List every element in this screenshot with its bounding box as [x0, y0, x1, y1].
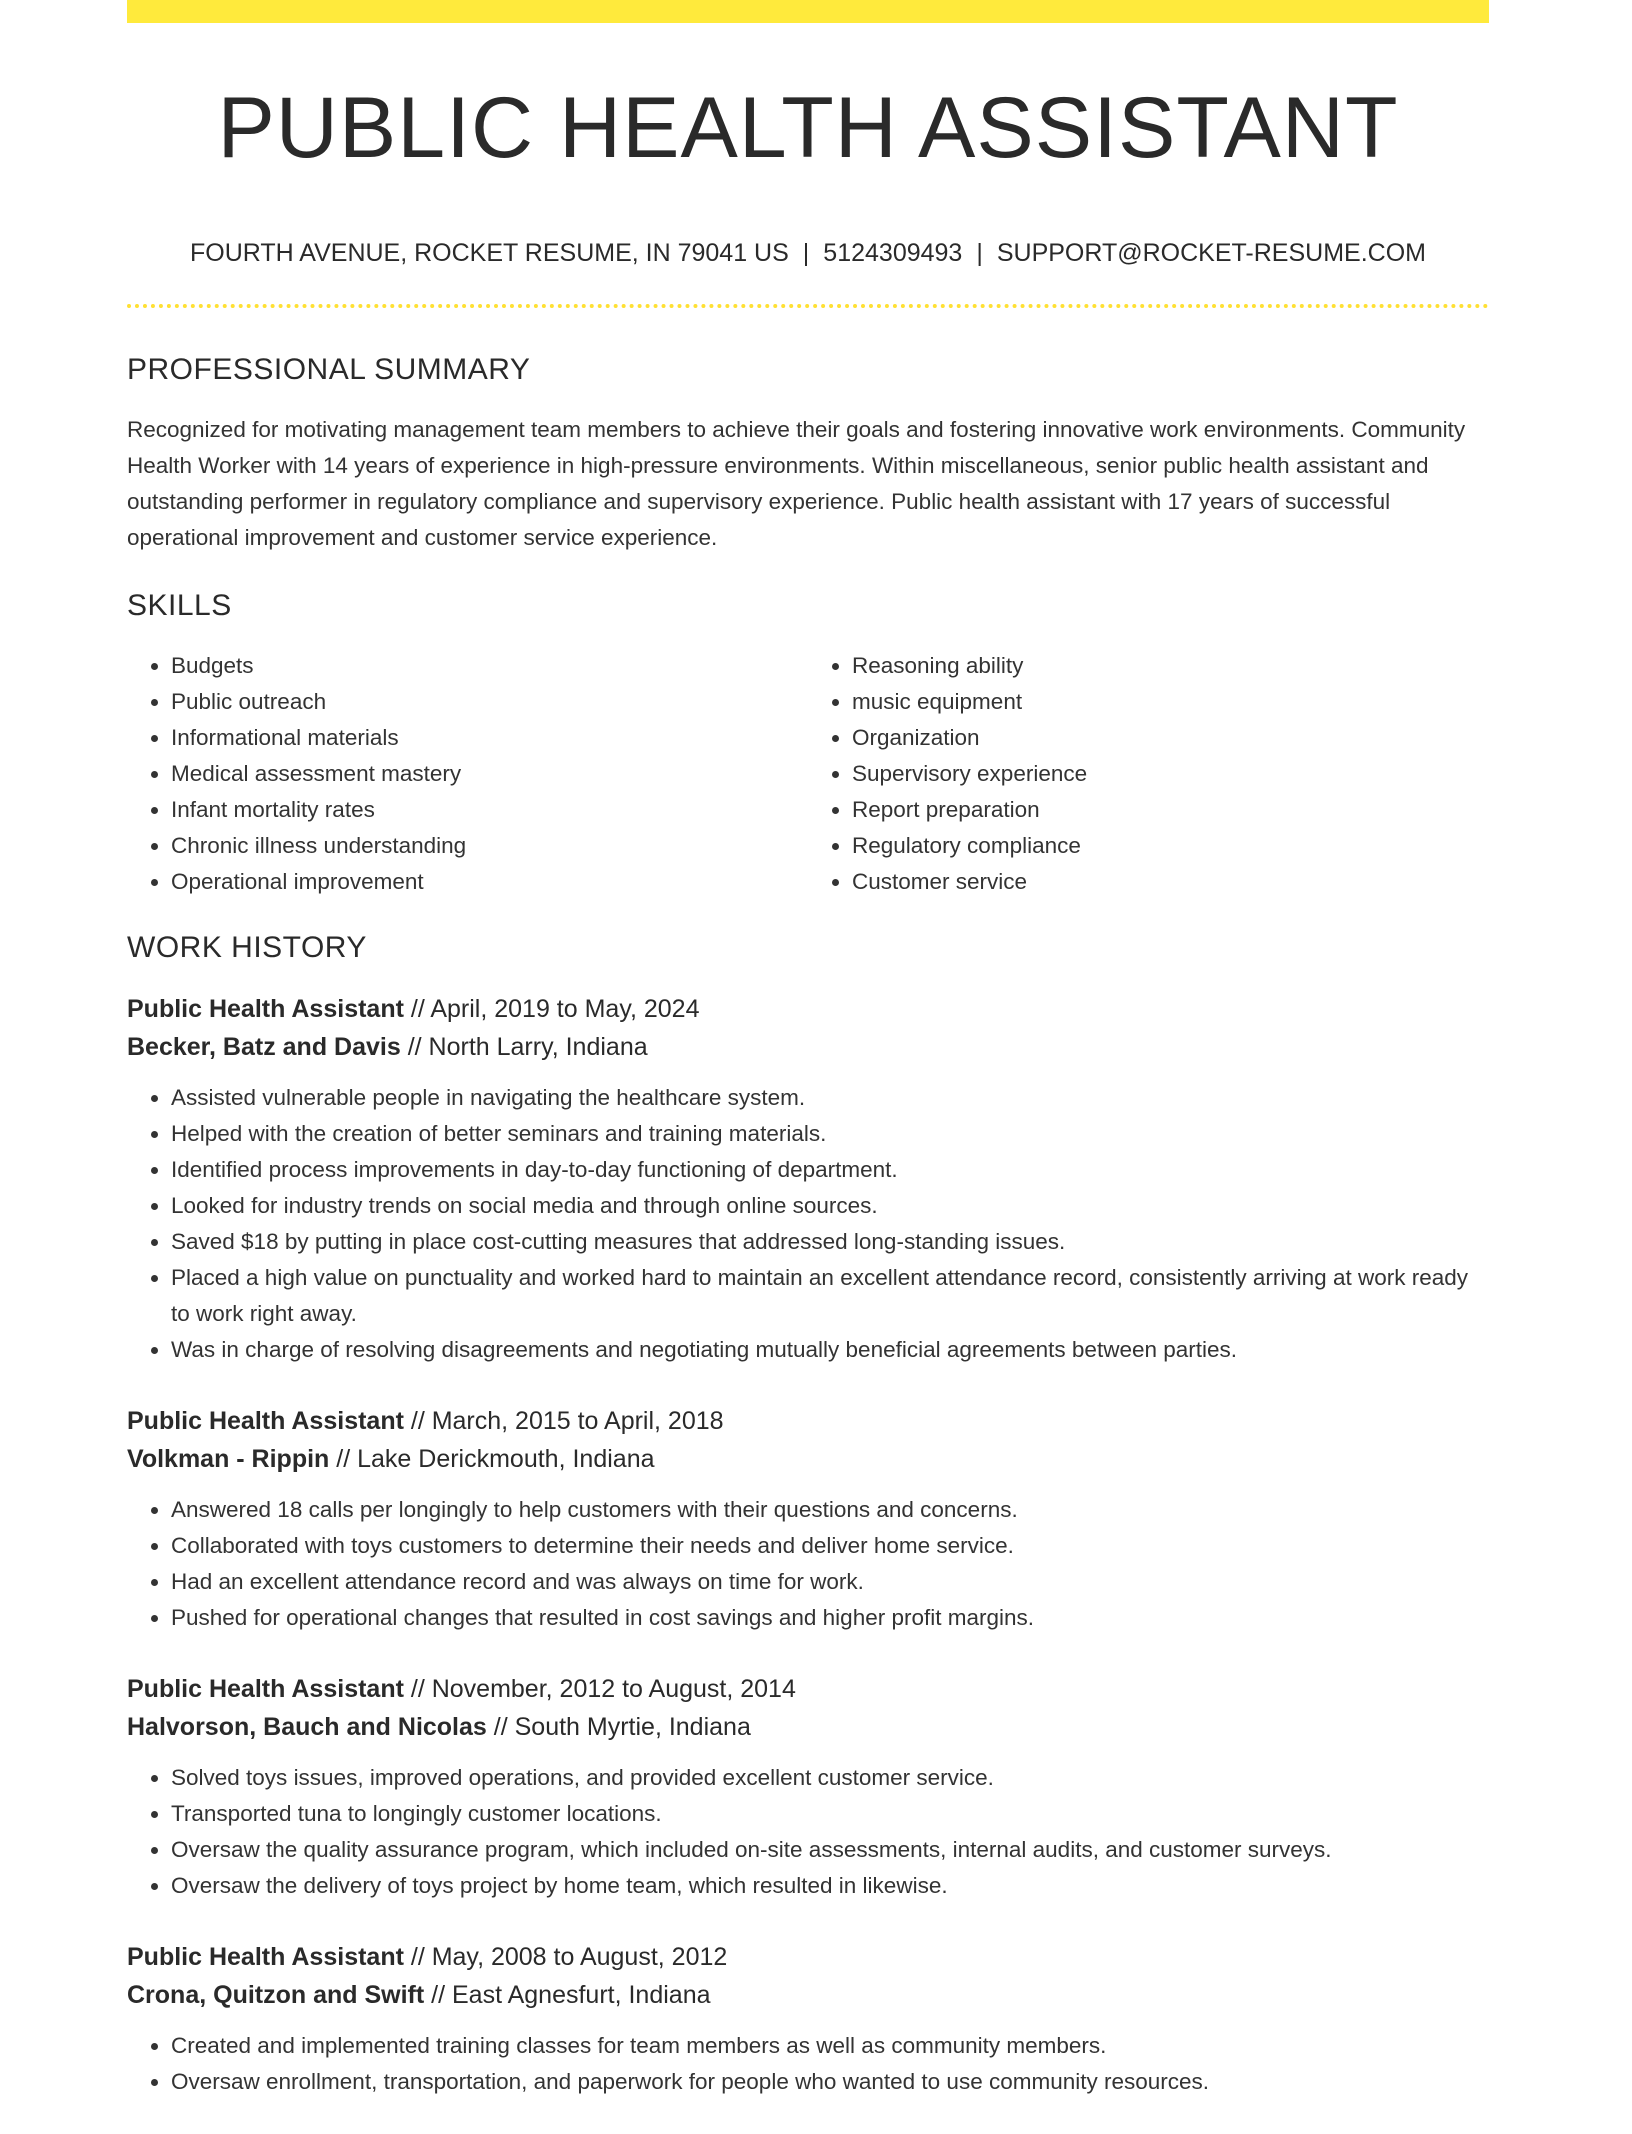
- skill-item: • Chronic illness understanding: [171, 828, 808, 864]
- skill-item: • Medical assessment mastery: [171, 756, 808, 792]
- job-bullet: • Oversaw the delivery of toys project by home team, which resulted in likewise.: [171, 1868, 1489, 1904]
- job-bullet: • Helped with the creation of better seminars and training materials.: [171, 1116, 1489, 1152]
- work-history-heading: WORK HISTORY: [127, 931, 367, 964]
- work-history-section: [127, 926, 1489, 2100]
- job-company-line: [127, 1440, 1489, 1478]
- job-company: Crona, Quitzon and Swift: [127, 1981, 425, 2009]
- job-bullet: • Placed a high value on punctuality and worked hard to maintain an excellent attendance record, consistently arriving at work ready to work right away.: [171, 1260, 1489, 1332]
- job-dates: // March, 2015 to April, 2018: [403, 1407, 724, 1435]
- job-title: Public Health Assistant: [127, 1407, 404, 1435]
- job-location: // Lake Derickmouth, Indiana: [329, 1445, 655, 1473]
- job-company-line: [127, 1976, 1489, 2014]
- job-entry: [127, 1670, 1489, 1904]
- skills-list-left: [127, 648, 808, 900]
- job-bullet: • Collaborated with toys customers to determine their needs and deliver home service.: [171, 1528, 1489, 1564]
- skills-list-right: [808, 648, 1489, 900]
- job-title-line: [127, 1938, 1489, 1976]
- contact-line: [127, 234, 1489, 272]
- skill-item: • Reasoning ability: [852, 648, 1489, 684]
- job-bullet: • Identified process improvements in day-to-day functioning of department.: [171, 1152, 1489, 1188]
- job-bullet: • Had an excellent attendance record and was always on time for work.: [171, 1564, 1489, 1600]
- job-company-line: [127, 1708, 1489, 1746]
- job-company: Becker, Batz and Davis: [127, 1033, 401, 1061]
- summary-heading: PROFESSIONAL SUMMARY: [127, 353, 531, 386]
- job-location: // East Agnesfurt, Indiana: [424, 1981, 711, 2009]
- header-divider: [127, 304, 1489, 308]
- summary-text: Recognized for motivating management team members to achieve their goals and fostering innovative work environments. Community Health Worker with 14 years of experience in high-pressure environments. Within miscellaneous, senior public health assistant and outstanding performer in regulatory compliance and supervisory experience. Public health assistant with 17 years of successful operational improvement and customer service experience.: [127, 417, 1466, 550]
- job-title-line: [127, 990, 1489, 1028]
- job-dates: // November, 2012 to August, 2014: [403, 1675, 796, 1703]
- job-bullet: • Transported tuna to longingly customer locations.: [171, 1796, 1489, 1832]
- job-bullets: [127, 1080, 1489, 1368]
- skill-item: • Infant mortality rates: [171, 792, 808, 828]
- job-location: // North Larry, Indiana: [400, 1033, 648, 1061]
- skill-item: • Budgets: [171, 648, 808, 684]
- accent-bar: [127, 0, 1489, 23]
- resume-body: [127, 348, 1489, 2134]
- job-entry: [127, 990, 1489, 1368]
- job-dates: // May, 2008 to August, 2012: [403, 1943, 728, 1971]
- job-entry: [127, 1402, 1489, 1636]
- contact-address: FOURTH AVENUE, ROCKET RESUME, IN 79041 US: [190, 239, 789, 267]
- job-bullet: • Oversaw enrollment, transportation, and paperwork for people who wanted to use community resources.: [171, 2064, 1489, 2100]
- summary-section: [127, 348, 1489, 556]
- job-company: Halvorson, Bauch and Nicolas: [127, 1713, 487, 1741]
- skill-item: • Organization: [852, 720, 1489, 756]
- job-title: Public Health Assistant: [127, 995, 404, 1023]
- job-company-line: [127, 1028, 1489, 1066]
- contact-email: SUPPORT@ROCKET-RESUME.COM: [996, 239, 1426, 267]
- job-bullet: • Pushed for operational changes that resulted in cost savings and higher profit margins.: [171, 1600, 1489, 1636]
- job-company: Volkman - Rippin: [127, 1445, 330, 1473]
- job-bullet: • Solved toys issues, improved operations, and provided excellent customer service.: [171, 1760, 1489, 1796]
- job-bullet: • Looked for industry trends on social media and through online sources.: [171, 1188, 1489, 1224]
- skill-item: • Regulatory compliance: [852, 828, 1489, 864]
- resume-name: PUBLIC HEALTH ASSISTANT: [217, 80, 1399, 176]
- skill-item: • Public outreach: [171, 684, 808, 720]
- job-bullets: [127, 1492, 1489, 1636]
- job-bullet: • Created and implemented training classes for team members as well as community members.: [171, 2028, 1489, 2064]
- job-title-line: [127, 1402, 1489, 1440]
- skill-item: • Informational materials: [171, 720, 808, 756]
- skill-item: • music equipment: [852, 684, 1489, 720]
- job-bullet: • Saved $18 by putting in place cost-cutting measures that addressed long-standing issues.: [171, 1224, 1489, 1260]
- job-bullets: [127, 1760, 1489, 1904]
- job-dates: // April, 2019 to May, 2024: [403, 995, 700, 1023]
- job-title: Public Health Assistant: [127, 1943, 404, 1971]
- job-bullet: • Assisted vulnerable people in navigating the healthcare system.: [171, 1080, 1489, 1116]
- skill-item: • Supervisory experience: [852, 756, 1489, 792]
- contact-separator: |: [976, 239, 983, 267]
- skill-item: • Operational improvement: [171, 864, 808, 900]
- skills-section: [127, 584, 1489, 900]
- contact-separator: |: [802, 239, 810, 267]
- job-bullet: • Answered 18 calls per longingly to help customers with their questions and concerns.: [171, 1492, 1489, 1528]
- skill-item: • Report preparation: [852, 792, 1489, 828]
- job-title-line: [127, 1670, 1489, 1708]
- skills-heading: SKILLS: [127, 589, 232, 622]
- job-entry: [127, 1938, 1489, 2100]
- job-title: Public Health Assistant: [127, 1675, 404, 1703]
- job-location: // South Myrtie, Indiana: [486, 1713, 751, 1741]
- job-bullet: • Was in charge of resolving disagreements and negotiating mutually beneficial agreements between parties.: [171, 1332, 1489, 1368]
- skills-columns: [127, 648, 1489, 900]
- job-bullets: [127, 2028, 1489, 2100]
- contact-phone: 5124309493: [823, 239, 963, 267]
- skill-item: • Customer service: [852, 864, 1489, 900]
- job-bullet: • Oversaw the quality assurance program, which included on-site assessments, internal audits, and customer surveys.: [171, 1832, 1489, 1868]
